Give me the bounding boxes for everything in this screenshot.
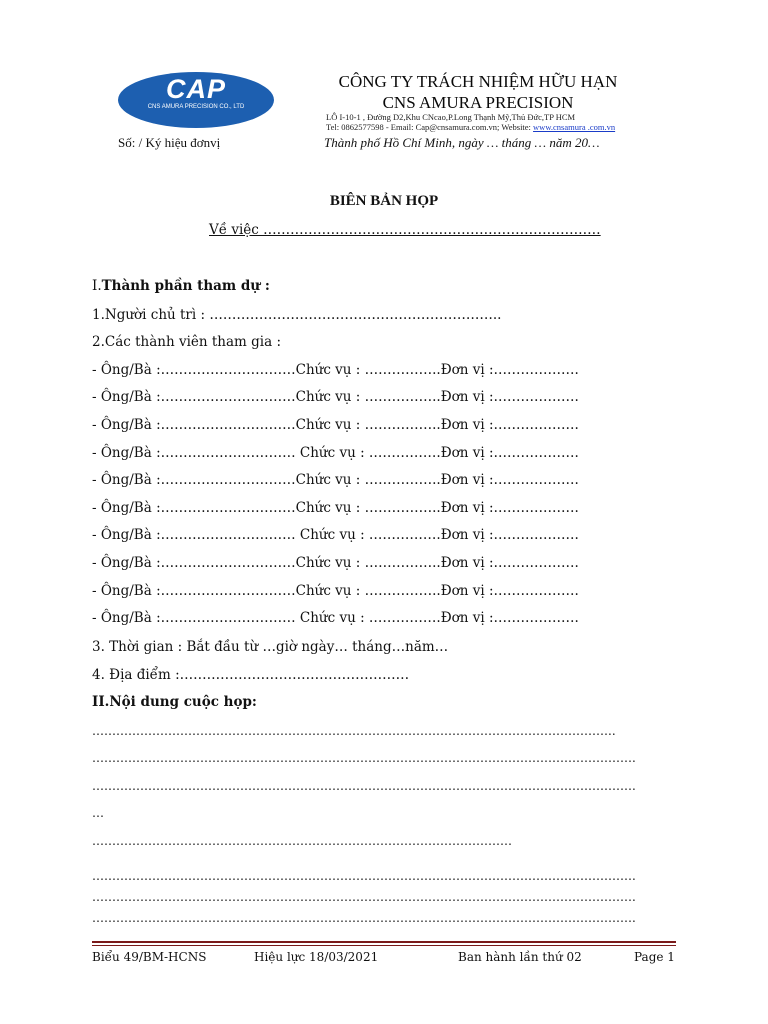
subject-line: Về việc ………………………………………………………………… bbox=[209, 222, 601, 238]
footer-page-number: Page 1 bbox=[634, 950, 675, 964]
content-line: …………………………………………………………………………………………… bbox=[92, 834, 512, 848]
company-name-line1: CÔNG TY TRÁCH NHIỆM HỮU HẠN bbox=[338, 72, 618, 91]
footer-rule bbox=[92, 941, 676, 943]
section1-heading bbox=[92, 278, 270, 294]
contact-text: Tel: 0862577598 - Email: Cap@cnsamura.com.vn; Website: bbox=[326, 122, 534, 132]
document-reference: Số: / Ký hiệu đơnvị bbox=[118, 135, 221, 150]
section2-heading: II.Nội dung cuộc họp: bbox=[92, 694, 257, 710]
meeting-place-line: 4. Địa điểm :…………………………………………… bbox=[92, 667, 410, 683]
member-row: - Ông/Bà :…………………………Chức vụ : ……………..Đơn vị :………………. bbox=[92, 583, 579, 599]
member-row: - Ông/Bà :…………………………Chức vụ : ……………..Đơn vị :………………. bbox=[92, 362, 579, 378]
content-line: ………………………………………………………………………………………………………………………. bbox=[92, 779, 636, 793]
member-row: - Ông/Bà :………………………… Chức vụ : …………….Đơn vị :………………. bbox=[92, 610, 579, 626]
content-line: ………………………………………………………………………………………………………………………. bbox=[92, 911, 636, 925]
member-row: - Ông/Bà :…………………………Chức vụ : ……………..Đơn vị :………………. bbox=[92, 417, 579, 433]
content-line: … bbox=[92, 806, 104, 820]
footer-rule-thin bbox=[92, 945, 676, 946]
member-row: - Ông/Bà :………………………… Chức vụ : …………….Đơn vị :………………. bbox=[92, 527, 579, 543]
content-line: ………………………………………………………………………………………………………………………. bbox=[92, 890, 636, 904]
section1-title: Thành phần tham dự : bbox=[101, 278, 270, 294]
member-row: - Ông/Bà :…………………………Chức vụ : ……………..Đơn vị :………………. bbox=[92, 389, 579, 405]
member-row: - Ông/Bà :…………………………Chức vụ : ……………..Đơn vị :………………. bbox=[92, 472, 579, 488]
chairperson-line: 1.Người chủ trì : ……………………………………………………….. bbox=[92, 307, 502, 323]
document-title: BIÊN BẢN HỌP bbox=[329, 193, 439, 209]
city-date-line: Thành phố Hồ Chí Minh, ngày … tháng … năm 20… bbox=[324, 135, 600, 150]
content-line: ………………………………………………………………………………………………………………………. bbox=[92, 751, 636, 765]
section1-prefix: I. bbox=[92, 278, 102, 294]
logo-text: CAP bbox=[165, 74, 226, 104]
company-name-line2: CNS AMURA PRECISION bbox=[382, 93, 574, 112]
member-row: - Ông/Bà :………………………… Chức vụ : …………….Đơn vị :………………. bbox=[92, 445, 579, 461]
member-row: - Ông/Bà :…………………………Chức vụ : ……………..Đơn vị :………………. bbox=[92, 500, 579, 516]
company-contact bbox=[326, 122, 615, 132]
website-link[interactable]: www.cnsamura .com.vn bbox=[533, 122, 616, 132]
members-label: 2.Các thành viên tham gia : bbox=[92, 334, 281, 350]
content-line: ………………………………………………………………………………………………………………………. bbox=[92, 869, 636, 883]
content-line: ………………………………………………………………………………………………………………….. bbox=[92, 724, 616, 738]
footer-form-code: Biểu 49/BM-HCNS bbox=[92, 950, 207, 964]
footer-issue-number: Ban hành lần thứ 02 bbox=[458, 950, 582, 964]
member-row: - Ông/Bà :…………………………Chức vụ : ……………..Đơn vị :………………. bbox=[92, 555, 579, 571]
logo-subtext: CNS AMURA PRECISION CO., LTD bbox=[147, 104, 245, 110]
footer-effective-date: Hiệu lực 18/03/2021 bbox=[254, 950, 379, 964]
company-address: LÔ I-10-1 , Đường D2,Khu CNcao,P.Long Thạnh Mỹ,Thủ Đức,TP HCM bbox=[326, 112, 576, 122]
company-logo bbox=[118, 72, 274, 128]
meeting-time-line: 3. Thời gian : Bắt đầu từ …giờ ngày… tháng…năm… bbox=[92, 639, 449, 655]
